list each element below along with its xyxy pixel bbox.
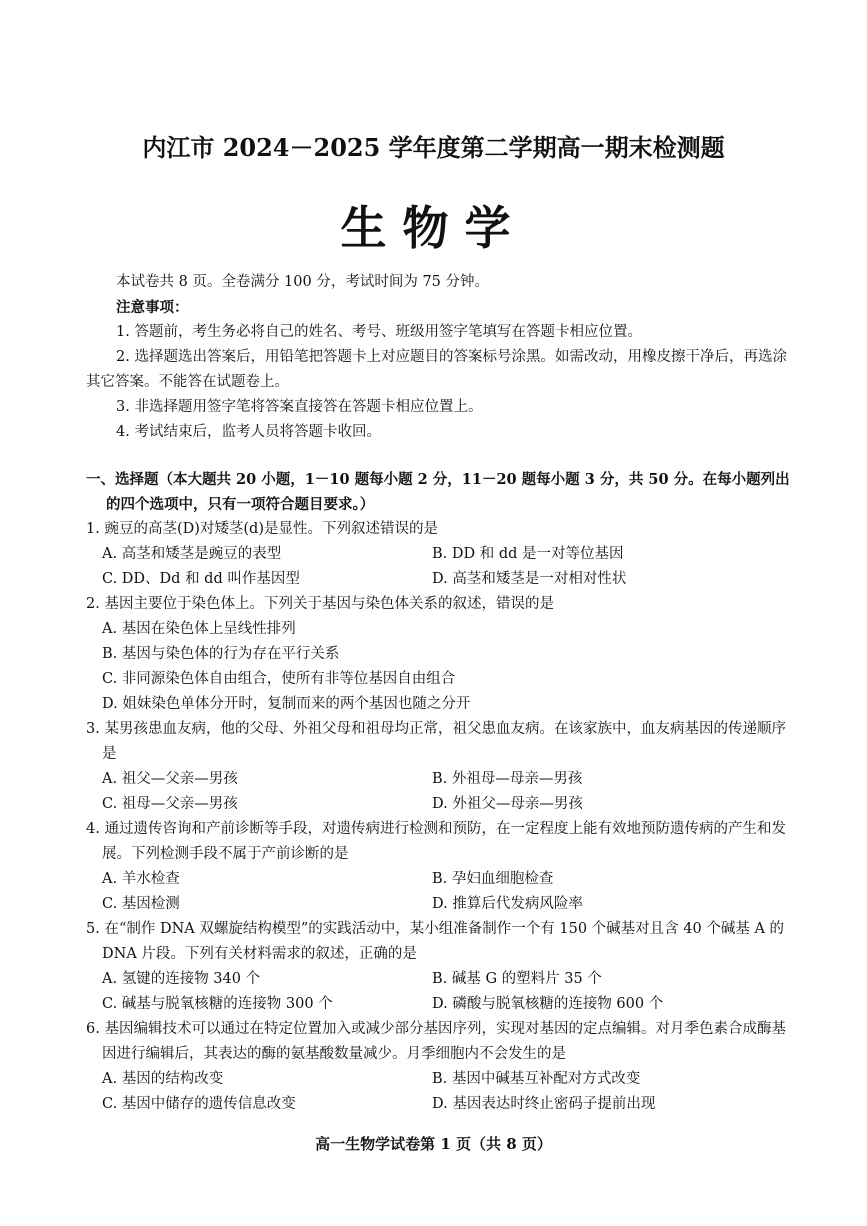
option-a: A. 基因在染色体上呈线性排列 [102, 621, 296, 637]
question-stem: 1. 豌豆的高茎(D)对矮茎(d)是显性。下列叙述错误的是 [86, 521, 438, 537]
option-b: B. 基因与染色体的行为存在平行关系 [102, 646, 340, 662]
exam-summary: 本试卷共 8 页。全卷满分 100 分，考试时间为 75 分钟。 [116, 274, 490, 290]
section-heading: 一、选择题（本大题共 20 小题，1－10 题每小题 2 分，11－20 题每小题 3 分，共 50 分。在每小题列出的四个选项中，只有一项符合题目要求。） [86, 471, 790, 513]
note-item: 3. 非选择题用签字笔将答案直接答在答题卡相应位置上。 [116, 399, 483, 415]
option-c: C. 基因检测 [102, 896, 180, 912]
option-c: C. 基因中储存的遗传信息改变 [102, 1096, 296, 1112]
question-stem: 6. 基因编辑技术可以通过在特定位置加入或减少部分基因序列，实现对基因的定点编辑。对月季色素合成酶基因进行编辑后，其表达的酶的氨基酸数量减少。月季细胞内不会发生的是 [86, 1021, 786, 1062]
page-footer: 高一生物学试卷第 1 页（共 8 页） [315, 1135, 552, 1153]
question-1 [86, 517, 791, 592]
option-c: C. 碱基与脱氧核糖的连接物 300 个 [102, 996, 333, 1012]
note-item: 2. 选择题选出答案后，用铅笔把答题卡上对应题目的答案标号涂黑。如需改动，用橡皮擦干净后，再选涂其它答案。不能答在试题卷上。 [86, 349, 787, 390]
option-d: D. 高茎和矮茎是一对相对性状 [432, 571, 627, 587]
option-c: C. DD、Dd 和 dd 叫作基因型 [102, 571, 300, 587]
option-a: A. 祖父—父亲—男孩 [102, 771, 238, 787]
option-c: C. 祖母—父亲—男孩 [102, 796, 238, 812]
option-d: D. 外祖父—母亲—男孩 [432, 796, 583, 812]
question-stem: 3. 某男孩患血友病，他的父母、外祖父母和祖母均正常，祖父患血友病。在该家族中，血友病基因的传递顺序是 [86, 721, 786, 762]
option-d: D. 基因表达时终止密码子提前出现 [432, 1096, 656, 1112]
option-a: A. 高茎和矮茎是豌豆的表型 [102, 546, 282, 562]
question-stem: 4. 通过遗传咨询和产前诊断等手段，对遗传病进行检测和预防，在一定程度上能有效地预防遗传病的产生和发展。下列检测手段不属于产前诊断的是 [86, 821, 786, 862]
notes-title: 注意事项： [116, 299, 189, 316]
question-stem: 2. 基因主要位于染色体上。下列关于基因与染色体关系的叙述，错误的是 [86, 596, 554, 612]
option-d: D. 推算后代发病风险率 [432, 896, 583, 912]
question-stem: 5. 在“制作 DNA 双螺旋结构模型”的实践活动中，某小组准备制作一个有 150 个碱基对且含 40 个碱基 A 的 DNA 片段。下列有关材料需求的叙述，正确的是 [86, 921, 785, 962]
option-b: B. 碱基 G 的塑料片 35 个 [432, 971, 602, 987]
note-item: 4. 考试结束后，监考人员将答题卡收回。 [116, 424, 381, 440]
option-b: B. 基因中碱基互补配对方式改变 [432, 1071, 641, 1087]
option-b: B. 外祖母—母亲—男孩 [432, 771, 583, 787]
option-a: A. 羊水检查 [102, 871, 180, 887]
note-item: 1. 答题前，考生务必将自己的姓名、考号、班级用签字笔填写在答题卡相应位置。 [116, 324, 642, 340]
option-a: A. 氢键的连接物 340 个 [102, 971, 261, 987]
option-c: C. 非同源染色体自由组合，使所有非等位基因自由组合 [102, 671, 456, 687]
option-b: B. DD 和 dd 是一对等位基因 [432, 546, 624, 562]
question-2 [86, 592, 791, 717]
exam-title: 内江市 2024－2025 学年度第二学期高一期末检测题 [142, 133, 725, 162]
multiple-choice-section [86, 467, 791, 1117]
option-d: D. 姐妹染色单体分开时，复制而来的两个基因也随之分开 [102, 696, 471, 712]
exam-instructions [86, 270, 791, 445]
option-d: D. 磷酸与脱氧核糖的连接物 600 个 [432, 996, 664, 1012]
question-3 [86, 717, 791, 817]
question-4 [86, 817, 791, 917]
subject-title: 生物学 [340, 201, 527, 255]
option-a: A. 基因的结构改变 [102, 1071, 224, 1087]
question-5 [86, 917, 791, 1017]
option-b: B. 孕妇血细胞检查 [432, 871, 554, 887]
question-6 [86, 1017, 791, 1117]
